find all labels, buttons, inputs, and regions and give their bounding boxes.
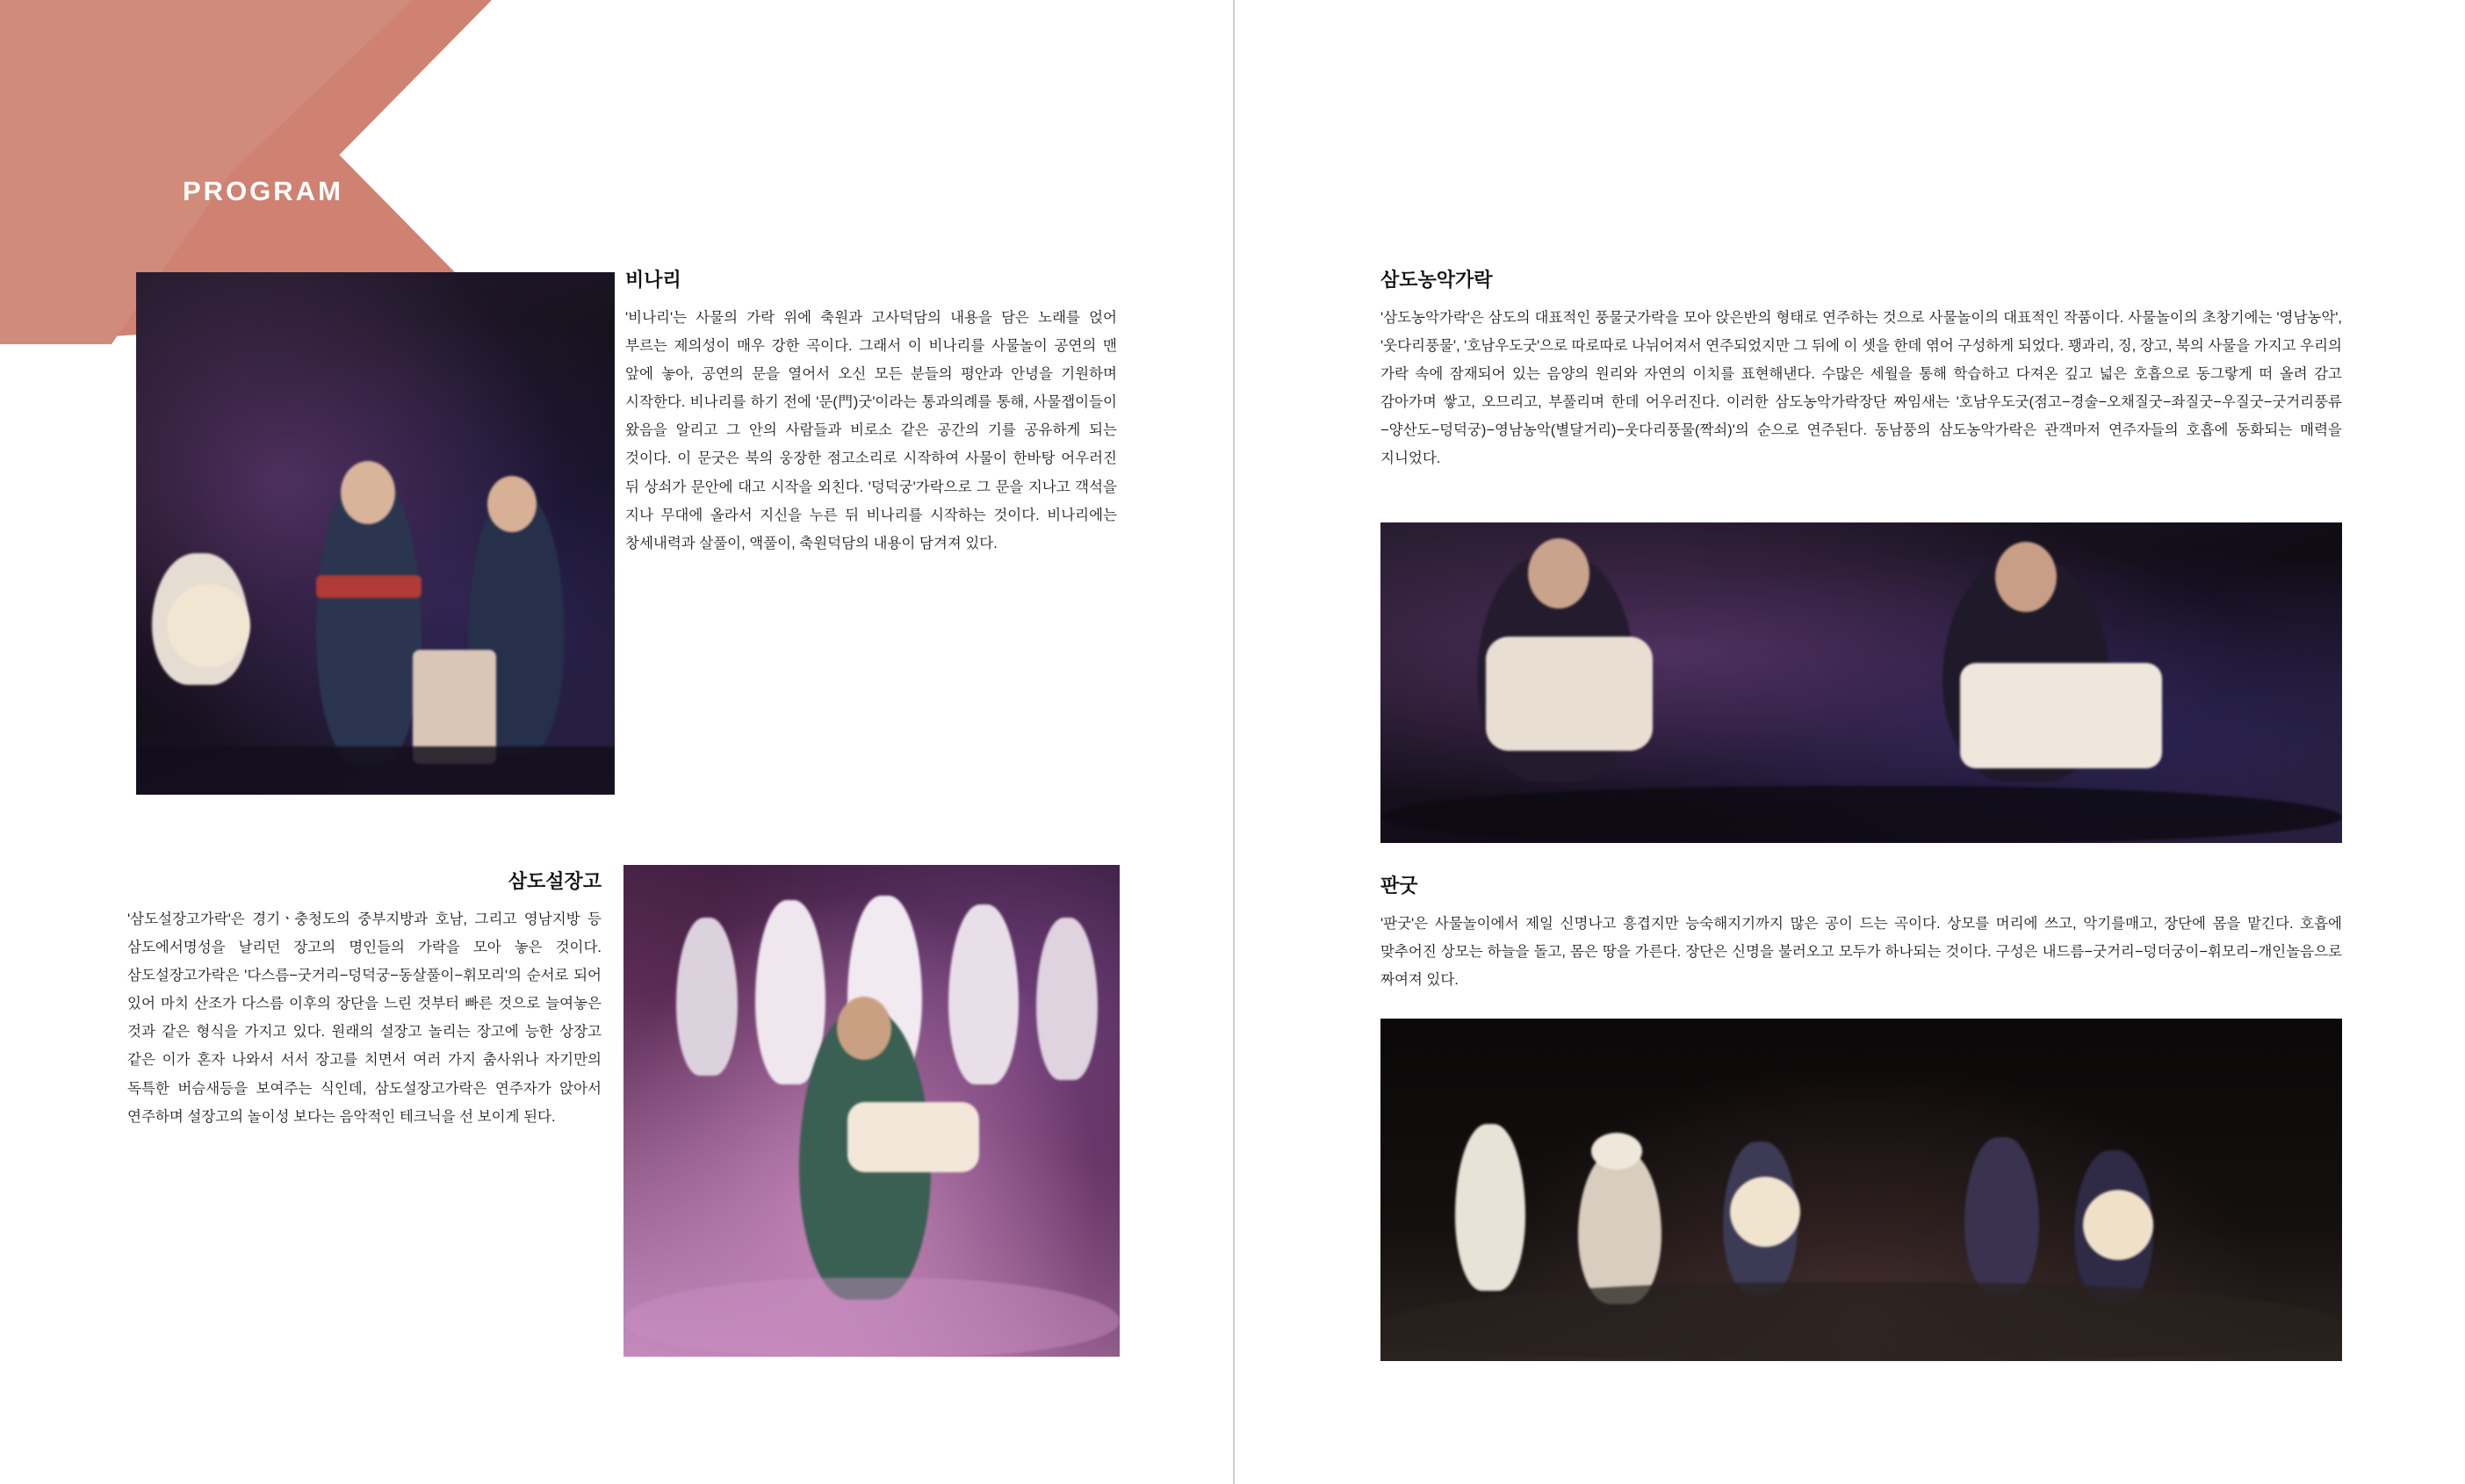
samdo-seoljanggo-title: 삼도설장고 <box>508 870 602 892</box>
binari-body: '비나리'는 사물의 가락 위에 축원과 고사덕담의 내용을 담은 노래를 얹어 부르는 제의성이 매우 강한 곡이다. 그래서 이 비나리를 사물놀이 공연의 맨 앞에 놓아, 공연의 문을 열어서 오신 모든 분들의 평안과 안녕을 기원하며 시작한다. 비나리를 하기 전에 '문(門)굿'이라는 통과의례를 통해, 사물잽이들이 왔음을 알리고 그 안의 사람들과 비로소 같은 공간의 기를 공유하게 되는 것이다. 이 문굿은 북의 웅장한 점고소리로 시작하여 사물이 한바탕 어우러진 뒤 상쇠가 문안에 대고 시작을 외친다. '덩덕궁'가락으로 그 문을 지나고 객석을 지나 무대에 올라서 지신을 누른 뒤 비나리를 시작하는 것이다. 비나리에는 창세내력과 살풀이, 액풀이, 축원덕담의 내용이 담겨져 있다. <box>625 309 1117 551</box>
samdo-nongak-body: '삼도농악가락'은 삼도의 대표적인 풍물굿가락을 모아 앉은반의 형태로 연주하는 것으로 사물놀이의 대표적인 작품이다. 사물놀이의 초창기에는 '영남농악', '웃다리풍물', '호남우도굿'으로 따로따로 나뉘어져서 연주되었지만 그 뒤에 이 셋을 한데 엮어 구성하게 되었다. 꽹과리, 징, 장고, 북의 사물을 가지고 우리의 가락 속에 잠재되어 있는 음양의 원리와 자연의 이치를 표현해낸다. 수많은 세월을 통해 학습하고 다져온 깊고 넓은 호흡으로 동그랗게 떠 올려 감고 감아가며 쌓고, 오므리고, 부풀리며 한데 어우러진다. 이러한 삼도농악가락장단 짜임새는 '호남우도굿(점고−경술−오채질굿−좌질굿−우질굿−굿거리풍류−양산도−덩덕궁)−영남농악(별달거리)−웃다리풍물(짝쇠)'의 순으로 연주된다. 동남풍의 삼도농악가락은 관객마저 연주자들의 호흡에 동화되는 매력을 지니었다. <box>1380 309 2342 467</box>
pangut-body: '판굿'은 사물놀이에서 제일 신명나고 흥겹지만 능숙해지기까지 많은 공이 드는 곡이다. 상모를 머리에 쓰고, 악기를매고, 장단에 몸을 맡긴다. 호흡에 맞추어진 상모는 하늘을 돌고, 몸은 땅을 가른다. 장단은 신명을 불러오고 모두가 하나되는 것이다. 구성은 내드름−굿거리−덩더궁이−휘모리−개인놀음으로 짜여져 있다. <box>1380 915 2342 988</box>
samdo-seoljanggo-body: '삼도설장고가락'은 경기ㆍ충청도의 중부지방과 호남, 그리고 영남지방 등 삼도에서명성을 날리던 장고의 명인들의 가락을 모아 놓은 것이다. 삼도설장고가락은 '다스름−굿거리−덩덕궁−동살풀이−휘모리'의 순서로 되어 있어 마치 산조가 다스름 이후의 장단을 느린 것부터 빠른 것으로 늘여놓은 것과 같은 형식을 가지고 있다. 원래의 설장고 놀리는 장고에 능한 상장고 같은 이가 혼자 나와서 서서 장고를 치면서 여러 가지 춤사위나 자기만의 독특한 버슴새등을 보여주는 식인데, 삼도설장고가락은 연주자가 앉아서 연주하며 설장고의 놀이성 보다는 음악적인 테크닉을 선 보이게 된다. <box>127 911 602 1125</box>
page-divider <box>1233 0 1235 1484</box>
binari-text-block <box>625 268 1117 558</box>
samdo-nongak-photo <box>1380 522 2342 843</box>
pangut-title: 판굿 <box>1380 875 1418 897</box>
binari-photo <box>136 272 615 795</box>
pangut-photo <box>1380 1019 2342 1361</box>
pangut-text-block <box>1380 874 2342 994</box>
page-title: PROGRAM <box>183 176 343 206</box>
samdo-nongak-title: 삼도농악가락 <box>1380 269 1493 291</box>
samdo-seoljanggo-photo <box>623 865 1120 1357</box>
binari-title: 비나리 <box>625 269 681 291</box>
samdo-seoljanggo-text-block <box>127 869 602 1131</box>
samdo-nongak-text-block <box>1380 268 2342 473</box>
